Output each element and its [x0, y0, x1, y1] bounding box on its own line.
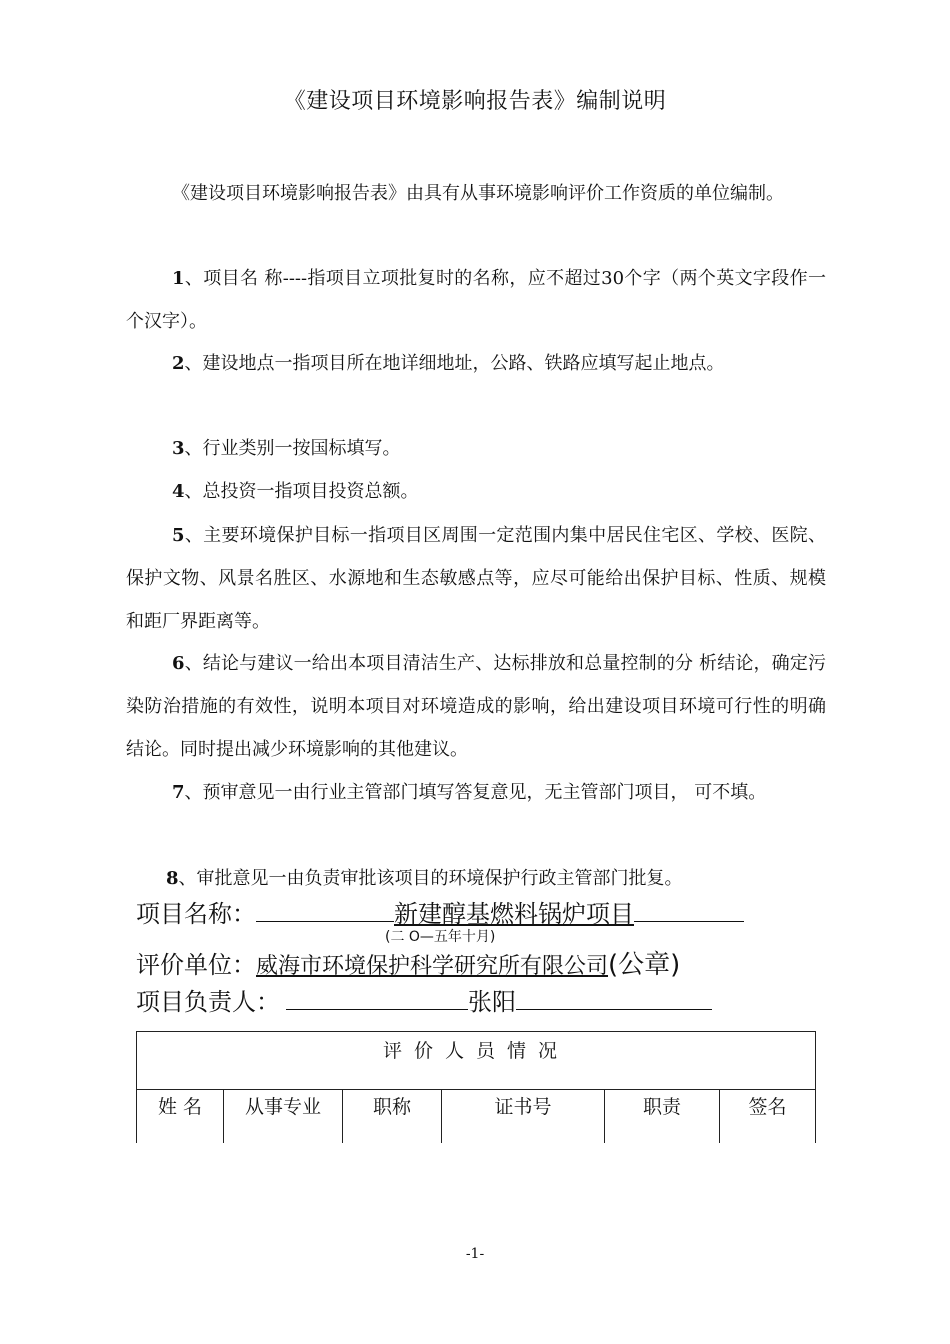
page-number: -1- [465, 1246, 485, 1262]
official-seal-note: (公章) [608, 950, 681, 980]
column-name: 姓 名 [137, 1090, 224, 1144]
column-responsibility: 职责 [605, 1090, 720, 1144]
table-caption: 评价人员情况 [137, 1032, 816, 1090]
item-text: 、主要环境保护目标一指项目区周围一定范围内集中居民住宅区、学校、医院、保护文物、风景名胜区、水源地和生态敏感点等，应尽可能给出保护目标、性质、规模和距厂界距离等。 [126, 525, 826, 632]
item-number: 5 [172, 525, 185, 546]
item-number: 4 [172, 481, 185, 502]
item-4 [126, 470, 826, 513]
underline-blank [286, 987, 468, 1010]
project-leader-label: 项目负责人： [136, 988, 280, 1016]
report-date: (二 O—五年十月) [385, 929, 496, 945]
project-leader-value: 张阳 [468, 988, 516, 1016]
column-signature: 签名 [720, 1090, 816, 1144]
item-number: 8 [166, 868, 179, 889]
item-number: 1 [172, 268, 185, 289]
item-number: 7 [172, 782, 185, 803]
item-3 [126, 427, 826, 470]
intro-text: 《建设项目环境影响报告表》由具有从事环境影响评价工作资质的单位编制。 [172, 183, 784, 204]
document-title: 《建设项目环境影响报告表》编制说明 [283, 89, 667, 114]
item-text: 、项目名 称----指项目立项批复时的名称，应不超过30个字（两个英文字段作一个汉字）。 [126, 268, 826, 332]
item-number: 2 [172, 353, 185, 374]
project-name-row [136, 894, 744, 929]
item-5 [126, 514, 826, 643]
evaluation-staff-table [136, 1031, 816, 1143]
item-text: 、总投资一指项目投资总额。 [184, 481, 419, 502]
underline-blank [516, 987, 712, 1010]
column-certificate-number: 证书号 [442, 1090, 605, 1144]
evaluation-unit-label: 评价单位： [136, 951, 256, 979]
item-number: 6 [172, 653, 185, 674]
item-text: 、建设地点一指项目所在地详细地址，公路、铁路应填写起止地点。 [184, 353, 725, 374]
item-text: 、行业类别一按国标填写。 [184, 438, 401, 459]
item-text: 、预审意见一由行业主管部门填写答复意见，无主管部门项目， 可不填。 [184, 782, 767, 803]
item-7 [126, 771, 826, 814]
item-number: 3 [172, 438, 185, 459]
project-name-value: 新建醇基燃料锅炉项目 [394, 900, 634, 928]
evaluation-unit-value: 威海市环境保护科学研究所有限公司 [256, 954, 609, 979]
table-caption-row [137, 1032, 816, 1090]
item-text: 、审批意见一由负责审批该项目的环境保护行政主管部门批复。 [178, 868, 683, 889]
underline-blank [256, 899, 394, 922]
item-text: 、结论与建议一给出本项目清洁生产、达标排放和总量控制的分 析结论，确定污染防治措施的有效性，说明本项目对环境造成的影响，给出建设项目环境可行性的明确结论。同时提出减少环境影响的其他建议。 [126, 653, 826, 760]
project-name-label: 项目名称： [136, 900, 256, 928]
item-1 [126, 257, 826, 343]
item-2 [126, 342, 796, 385]
underline-blank [634, 899, 744, 922]
column-title: 职称 [343, 1090, 442, 1144]
intro-paragraph [126, 172, 826, 215]
item-6 [126, 642, 826, 771]
column-specialty: 从事专业 [224, 1090, 343, 1144]
evaluation-unit-row [136, 944, 680, 981]
table-header-row [137, 1090, 816, 1144]
project-leader-row [136, 982, 712, 1017]
